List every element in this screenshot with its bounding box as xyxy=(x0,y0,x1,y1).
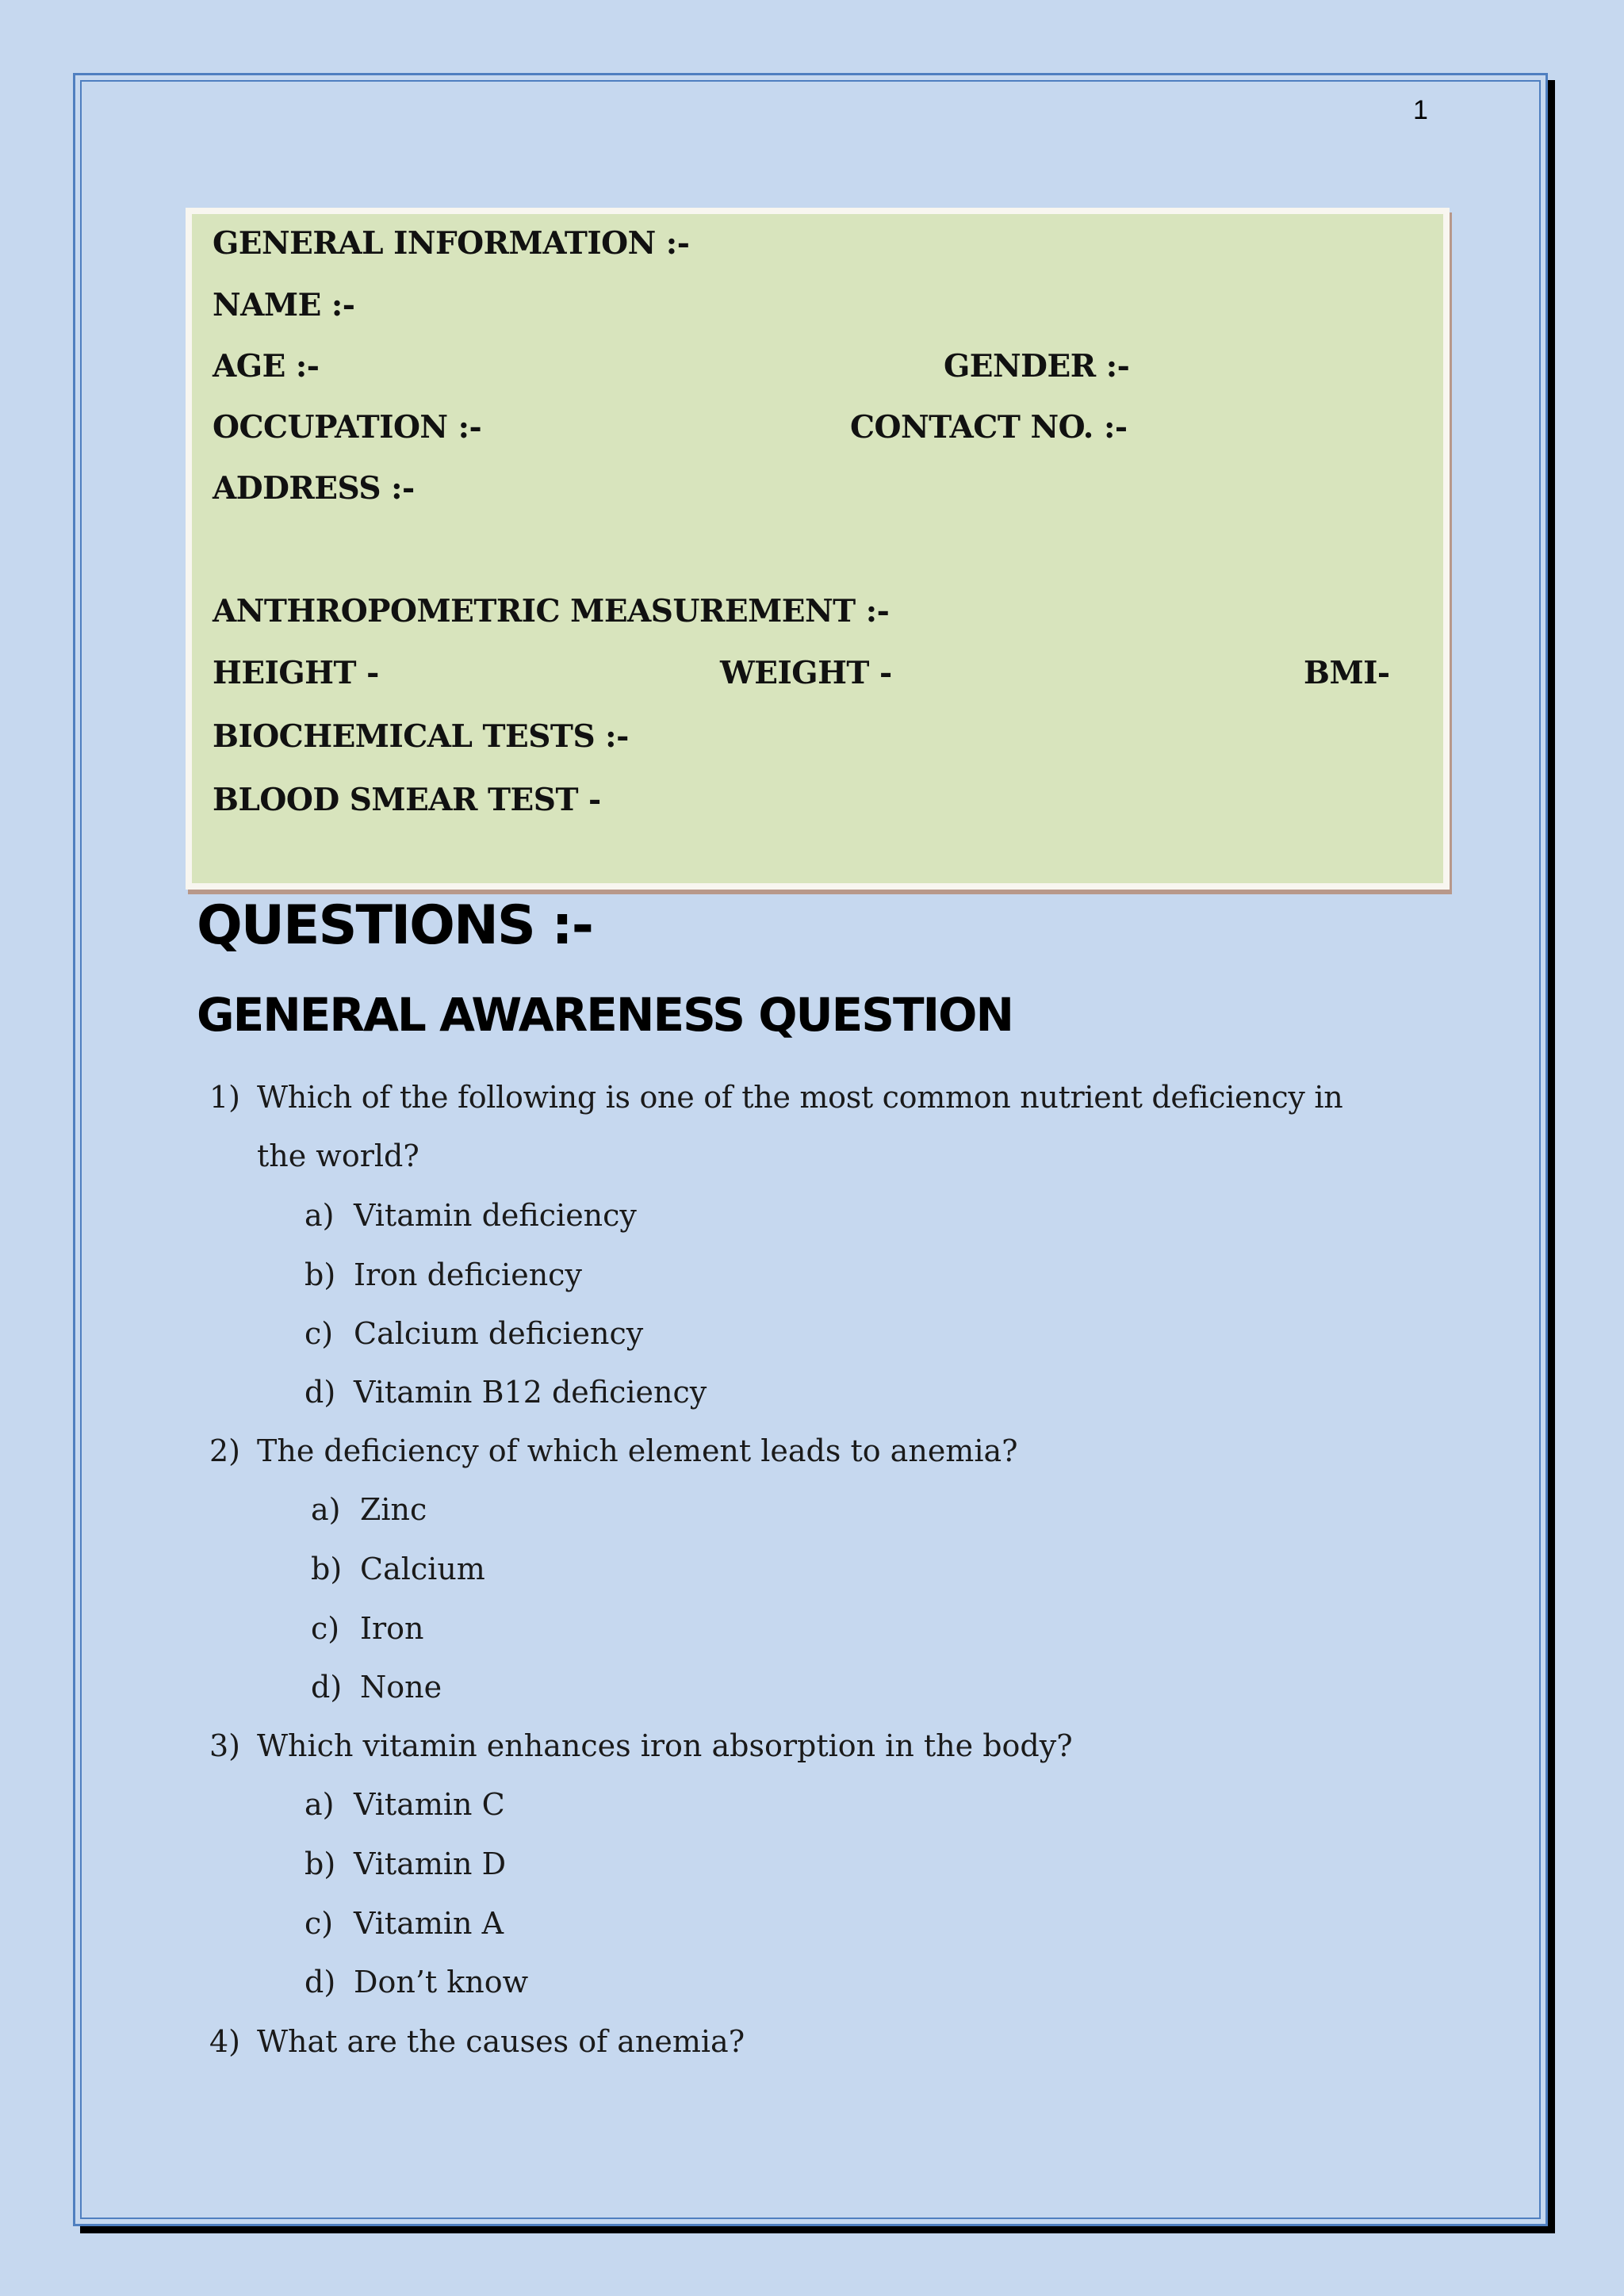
option-text: Calcium deficiency xyxy=(354,1316,644,1351)
name-label: NAME :- xyxy=(213,287,355,323)
anthropometric-measurement-heading: ANTHROPOMETRIC MEASUREMENT :- xyxy=(213,593,890,629)
option-text: Iron xyxy=(360,1611,424,1646)
option-letter: a) xyxy=(304,1787,335,1822)
option-letter: c) xyxy=(304,1316,334,1351)
option-text: Vitamin C xyxy=(354,1787,505,1822)
biochemical-tests-label: BIOCHEMICAL TESTS :- xyxy=(213,718,629,755)
contact-number-label: CONTACT NO. :- xyxy=(850,409,1128,446)
option-text: Iron deficiency xyxy=(354,1257,582,1292)
option-letter: c) xyxy=(311,1611,340,1646)
option-letter: d) xyxy=(311,1670,343,1705)
questions-heading: QUESTIONS :- xyxy=(197,894,592,957)
general-information-heading: GENERAL INFORMATION :- xyxy=(213,225,690,262)
gender-label: GENDER :- xyxy=(944,348,1130,385)
question-text-continued: the world? xyxy=(257,1138,419,1173)
option-text: Zinc xyxy=(360,1492,427,1527)
address-label: ADDRESS :- xyxy=(213,470,415,507)
option-letter: a) xyxy=(311,1492,341,1527)
question-text: What are the causes of anemia? xyxy=(257,2024,745,2059)
question-text: Which of the following is one of the most common nutrient deficiency in xyxy=(257,1080,1343,1115)
page-number: 1 xyxy=(1413,95,1428,125)
question-number: 2) xyxy=(209,1433,241,1468)
weight-label: WEIGHT - xyxy=(720,655,892,691)
option-letter: d) xyxy=(304,1965,336,1999)
option-text: Vitamin A xyxy=(354,1906,504,1941)
section-heading: GENERAL AWARENESS QUESTION xyxy=(197,988,1013,1042)
question-number: 4) xyxy=(209,2024,241,2059)
occupation-label: OCCUPATION :- xyxy=(213,409,482,446)
option-text: Calcium xyxy=(360,1552,485,1586)
option-letter: a) xyxy=(304,1198,335,1233)
option-text: Vitamin D xyxy=(354,1846,507,1881)
question-text: Which vitamin enhances iron absorption in the body? xyxy=(257,1728,1073,1763)
option-text: Vitamin B12 deficiency xyxy=(354,1375,707,1410)
question-number: 3) xyxy=(209,1728,241,1763)
option-letter: d) xyxy=(304,1375,336,1410)
question-number: 1) xyxy=(209,1080,241,1115)
question-text: The deficiency of which element leads to anemia? xyxy=(257,1433,1018,1468)
option-text: None xyxy=(360,1670,442,1705)
option-letter: b) xyxy=(304,1846,336,1881)
age-label: AGE :- xyxy=(213,348,320,385)
option-text: Don’t know xyxy=(354,1965,529,1999)
option-letter: c) xyxy=(304,1906,334,1941)
option-letter: b) xyxy=(311,1552,343,1586)
blood-smear-test-label: BLOOD SMEAR TEST - xyxy=(213,782,601,818)
bmi-label: BMI- xyxy=(1304,655,1390,691)
option-letter: b) xyxy=(304,1257,336,1292)
height-label: HEIGHT - xyxy=(213,655,379,691)
option-text: Vitamin deficiency xyxy=(354,1198,637,1233)
